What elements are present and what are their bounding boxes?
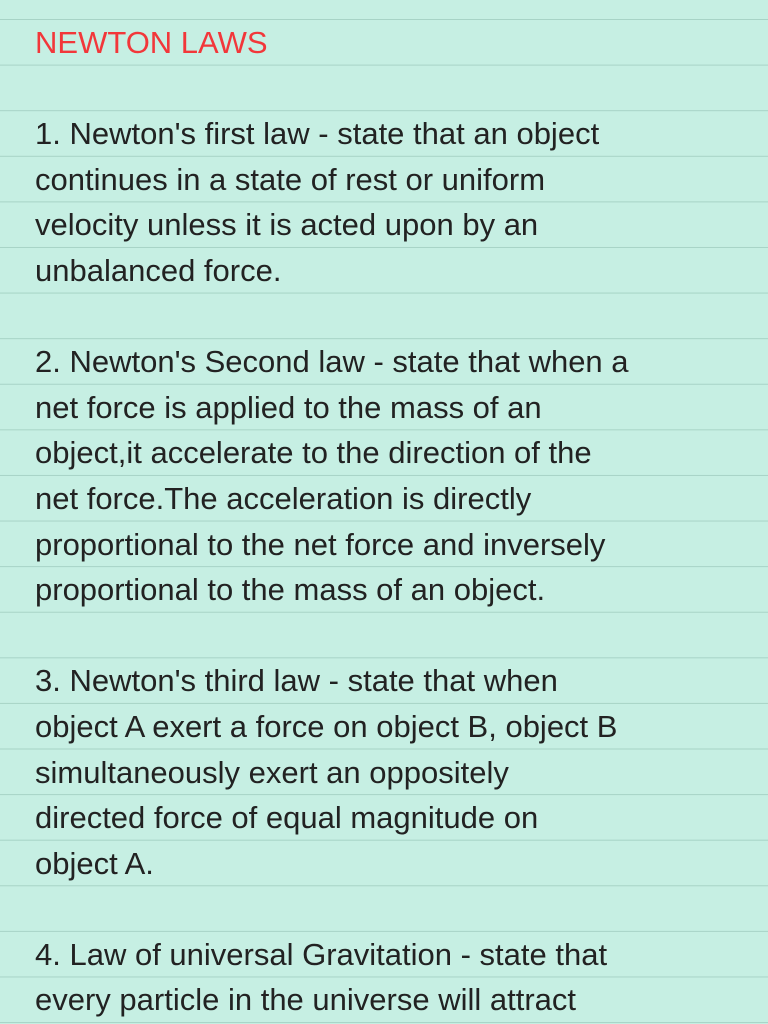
text-line: continues in a state of rest or uniform [35,161,546,197]
text-line: velocity unless it is acted upon by an [35,207,539,243]
blank-line [35,886,735,932]
text-line: every particle in the universe will attract [35,982,577,1018]
text-line: proportional to the mass of an object. [35,572,546,608]
text-line: object A exert a force on object B, object B [35,708,618,744]
law-paragraph-third-law [35,658,735,886]
text-line: directed force of equal magnitude on [35,800,539,836]
blank-line [35,66,735,112]
text-line: object,it accelerate to the direction of the [35,435,592,471]
law-paragraph-second-law [35,339,735,613]
law-paragraph-first-law [35,111,735,293]
text-line: proportional to the net force and inversely [35,526,606,562]
text-line: 3. Newton's third law - state that when [35,663,558,699]
text-line: unbalanced force. [35,252,282,288]
text-line: net force.The acceleration is directly [35,480,532,516]
text-line: net force is applied to the mass of an [35,389,542,425]
law-paragraph-gravitation [35,932,735,1023]
text-line: object A. [35,845,154,881]
text-line: 2. Newton's Second law - state that when a [35,344,629,380]
text-line: simultaneously exert an oppositely [35,754,509,790]
note-body[interactable] [35,20,735,1023]
blank-line [35,294,735,340]
blank-line [35,613,735,659]
note-title: NEWTON LAWS [35,25,268,60]
text-line: 4. Law of universal Gravitation - state that [35,936,608,972]
text-line: 1. Newton's first law - state that an object [35,116,600,152]
